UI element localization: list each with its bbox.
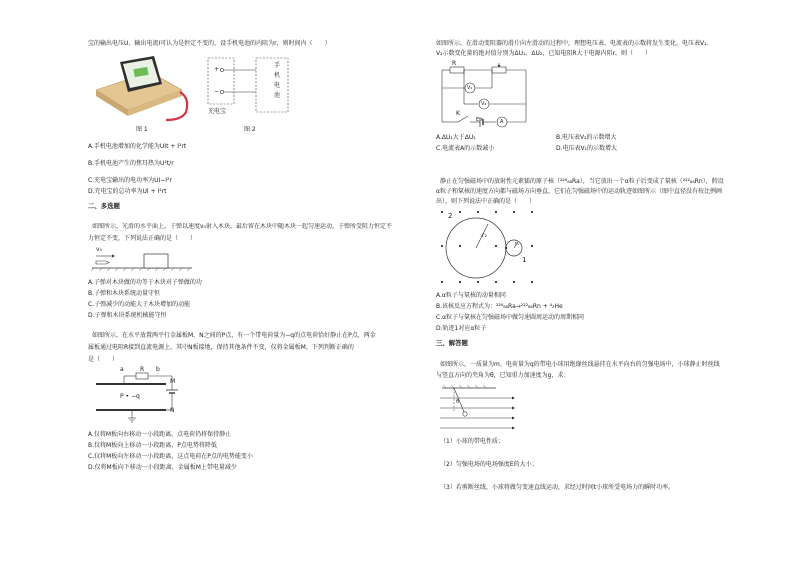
figure-2-label: 图 2 <box>244 126 256 133</box>
q-circuit-stem-1: 如图所示，在滑动变阻器的滑片向左滑动的过程中，理想电压表、电流表的示数将发生变化，电压表V₁、 <box>436 40 713 47</box>
plate-option-a: A.仅将M板向右移动一小段距离，点电荷仍将保持静止 <box>88 431 232 438</box>
plate-option-d: D.仅将M板向下移动一小段距离，金属板M上带电量减少 <box>88 464 237 471</box>
circuit-a-label: A <box>500 119 504 125</box>
decay-option-a: A.α粒子与氡核的动量相同 <box>436 292 506 299</box>
q-plate-stem-3: 是（ ） <box>88 356 119 363</box>
plate-b-label: b <box>156 366 160 373</box>
circuit-er-label: E r <box>476 117 483 123</box>
plate-p-label: P • −q <box>120 393 140 400</box>
sub-question-3: （3）若剪断丝线，小球将做匀变速直线运动，求经过时间t小球所受电场力的瞬时功率。 <box>440 484 675 491</box>
circuit-option-a: A.ΔU₁大于ΔU₂ <box>436 134 476 141</box>
q-ball-stem-1: 如图所示，一质量为m、电荷量为q的带电小球用绝缘丝线悬挂在水平向右的匀强电场中，小球静止时丝线 <box>440 361 720 368</box>
circuit-option-d: D.电压表V₁的示数增大 <box>556 145 618 152</box>
schematic-minus: − <box>214 88 220 95</box>
schematic-plus: + <box>214 66 220 73</box>
hanging-ball-diagram <box>436 384 526 434</box>
schematic-phone-1: 手 <box>274 62 281 69</box>
option-c: C.充电宝输出的电功率为UI−I²r <box>88 177 172 184</box>
circuit-diagram <box>436 60 536 130</box>
plate-r-label: R <box>140 366 145 373</box>
circuit-v2-label: V₂ <box>481 101 487 107</box>
decay-option-b: B.该核反应方程式为：²²⁶₈₈Ra→²²²₈₆Rn + ⁴₂He <box>436 303 563 310</box>
plate-n-label: N <box>170 407 175 414</box>
q-plate-stem-2: 属板通过电阻R接到直流电源上，其中N板接地，保持其他条件不变，仅将金属板M，下列判断正确的 <box>88 344 354 351</box>
plate-m-label: M <box>170 378 176 385</box>
circuit-r-label: R <box>452 60 457 67</box>
bullet-option-b: B.子弹和木块系统动量守恒 <box>88 290 161 297</box>
q-decay-stem-2: α粒子和氡核的速度方向都与磁场方向垂直，它们在匀强磁场中的运动轨迹如图所示（图中直径没有按比例画 <box>436 188 722 195</box>
schematic-phone-2: 机 <box>274 72 281 79</box>
schematic-charger-label: 充电宝 <box>208 108 227 115</box>
q-bullet-stem-line2: 力恒定不变，下列说法正确的是（ ） <box>88 235 197 242</box>
schematic-phone-3: 电 <box>274 82 281 89</box>
q-decay-stem-3: 出），则下列说法中正确的是（ ） <box>436 198 536 205</box>
q-charger-intro: 宝的输出电压U、输出电流I可认为是恒定不变的，设手机电池的内阻为r，则时间内（ ） <box>88 40 331 47</box>
schematic-phone-4: 池 <box>274 92 281 99</box>
decay-r1-label: r₁ <box>515 241 520 247</box>
option-b: B.手机电池产生的焦耳热为U²t/r <box>88 160 174 167</box>
decay-trajectory-diagram <box>436 208 536 288</box>
ball-theta-label: θ <box>456 399 460 405</box>
q-ball-stem-2: 与竖直方向的夹角为θ，已知重力加速度为g，求： <box>436 372 570 379</box>
plate-option-c: C.仅将M板向左移动一小段距离，这点电荷在P点的电势能变小 <box>88 453 253 460</box>
section-answer-questions: 三、解答题 <box>436 339 468 347</box>
plate-option-b: B.仅将M板向上移动一小段距离，P点电势将降低 <box>88 442 217 449</box>
q-circuit-stem-2: V₂示数变化量的绝对值分别为ΔU₁、ΔU₂，已知电阻R大于电源内阻r，则（ ） <box>436 50 651 57</box>
section-multi-choice: 二、多选题 <box>88 202 120 210</box>
circuit-k-label: K <box>456 110 460 117</box>
bullet-option-c: C.子弹减少的动能大于木块增加的动能 <box>88 301 191 308</box>
plate-a-label: a <box>120 366 124 373</box>
power-bank-photo <box>92 54 197 124</box>
sub-question-2: （2）匀强电场的电场强度E的大小； <box>440 461 538 468</box>
figure-1-label: 图 1 <box>136 126 148 133</box>
option-a: A.手机电池增加的化学能为UIt + I²rt <box>88 143 187 150</box>
q-plate-stem-1: 如图所示，在水平放置两平行金属板M、N之间的P点，有一个带电荷量为−q的点电荷恰好静止在P点，两金 <box>92 332 376 339</box>
circuit-option-c: C.电流表A的示数减小 <box>436 145 495 152</box>
q-decay-stem-1: 静止在匀强磁场中的放射性元素镭的原子核（²²⁶₈₈Ra），当它放出一个α粒子后变成了氡核（²²²₈₆Rn），假设 <box>440 178 724 185</box>
bullet-option-a: A.子弹对木块做的功等于木块对子弹做的功 <box>88 279 202 286</box>
q-bullet-stem: 如图所示，光滑的水平面上，子弹以速度v₀射入木块，最后留在木块中随木块一起匀速运动，子弹所受阻力恒定不 <box>92 223 392 230</box>
option-d: D.充电宝的总功率为UI + I²rt <box>88 188 167 195</box>
decay-r2-label: r₂ <box>482 232 487 239</box>
circuit-v1-label: V₁ <box>467 85 473 91</box>
decay-option-c: C.α粒子与氡核在匀强磁场中做匀速圆周运动的周期相同 <box>436 314 585 321</box>
decay-option-d: D.轨迹1对应α粒子 <box>436 325 487 332</box>
sub-question-1: （1）小球的带电性质； <box>440 438 504 445</box>
bullet-block-diagram <box>88 246 198 272</box>
circuit-option-b: B.电压表V₂的示数增大 <box>556 134 617 141</box>
bullet-v0-label: v₀ <box>96 246 102 253</box>
decay-track-2-label: 2 <box>448 212 453 220</box>
bullet-option-d: D.子弹和木块系统机械能守恒 <box>88 312 167 319</box>
decay-track-1-label: 1 <box>522 256 527 264</box>
